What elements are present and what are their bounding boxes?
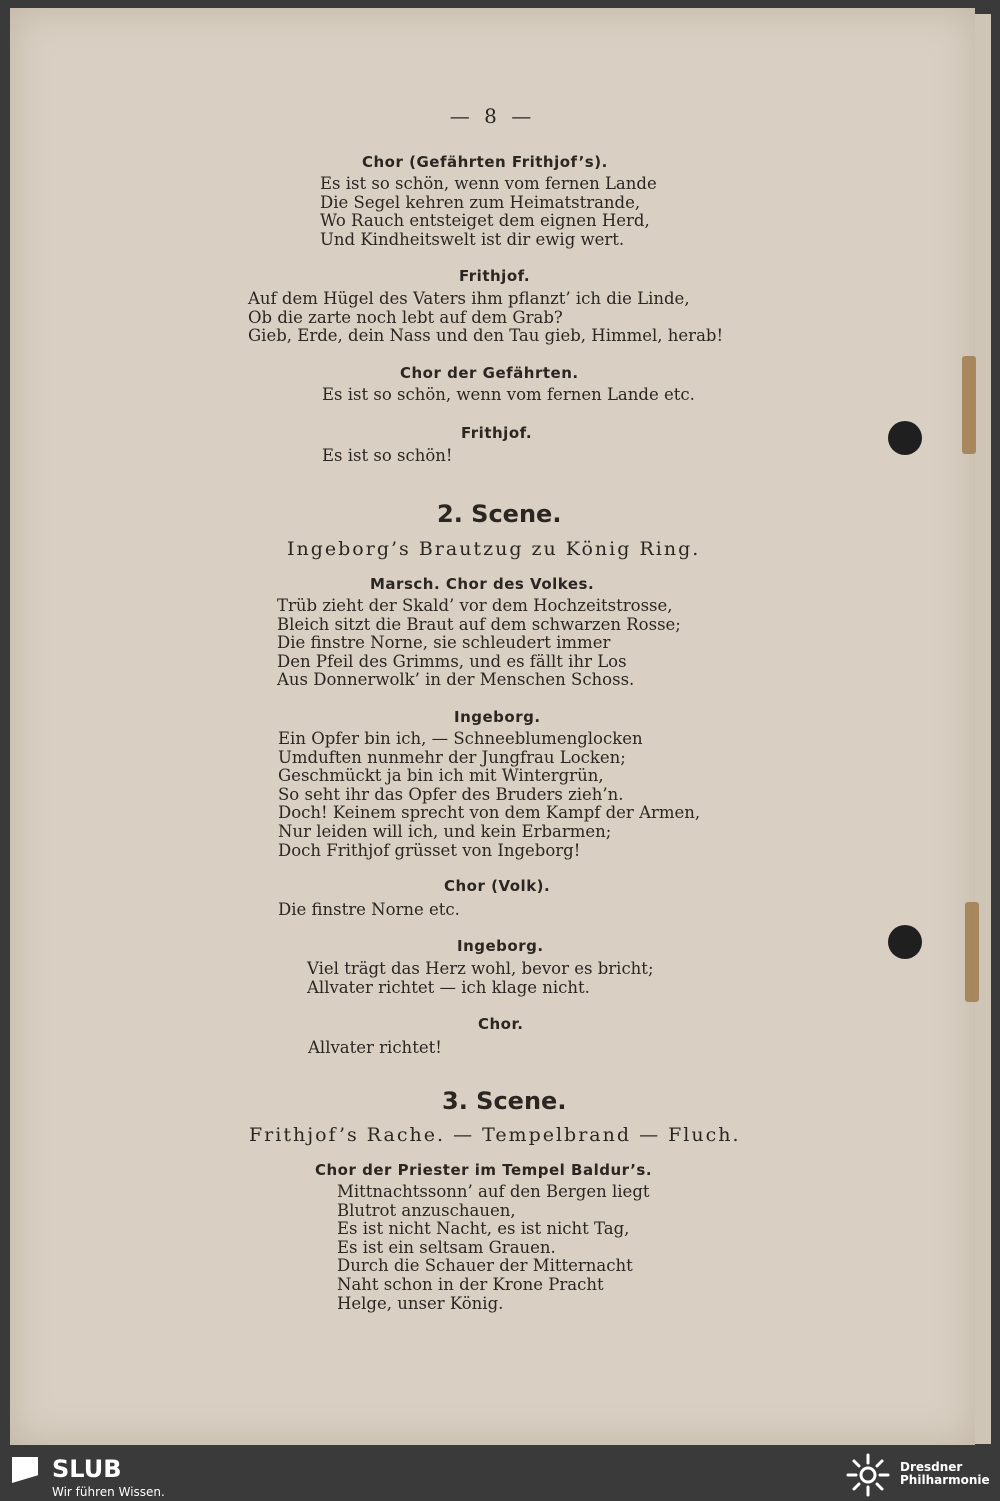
verse-line: Die finstre Norne, sie schleudert immer bbox=[277, 633, 611, 653]
speaker-heading: Ingeborg. bbox=[454, 708, 541, 726]
verse-line: Die finstre Norne etc. bbox=[278, 900, 460, 919]
page-number: — 8 — bbox=[449, 104, 536, 128]
footer-bar bbox=[0, 1449, 1000, 1501]
binding-tape bbox=[965, 902, 979, 1002]
verse-line: Helge, unser König. bbox=[337, 1293, 504, 1313]
slub-name: SLUB bbox=[52, 1455, 122, 1483]
verse-block bbox=[320, 175, 657, 249]
verse-line: Naht schon in der Krone Pracht bbox=[337, 1274, 604, 1294]
verse-block bbox=[278, 901, 460, 920]
verse-line: Mittnachtssonn’ auf den Bergen liegt bbox=[337, 1182, 650, 1201]
verse-line: Geschmückt ja bin ich mit Wintergrün, bbox=[278, 766, 604, 786]
verse-line: Es ist so schön, wenn vom fernen Lande etc. bbox=[322, 385, 695, 404]
philharmonie-line1: Dresdner bbox=[900, 1460, 963, 1474]
speaker-heading: Frithjof. bbox=[459, 267, 531, 285]
verse-line: Wo Rauch entsteiget dem eignen Herd, bbox=[320, 211, 650, 231]
philharmonie-line2: Philharmonie bbox=[900, 1473, 990, 1487]
verse-line: Gieb, Erde, dein Nass und den Tau gieb, Himmel, herab! bbox=[248, 326, 724, 346]
verse-line: Umduften nunmehr der Jungfrau Locken; bbox=[278, 747, 626, 767]
verse-block bbox=[278, 730, 700, 860]
verse-line: Den Pfeil des Grimms, und es fällt ihr Los bbox=[277, 651, 627, 671]
speaker-heading: Chor. bbox=[478, 1015, 524, 1033]
verse-line: Durch die Schauer der Mitternacht bbox=[337, 1256, 633, 1276]
speaker-heading: Chor der Gefährten. bbox=[400, 364, 579, 382]
punch-hole bbox=[888, 925, 922, 959]
verse-block bbox=[277, 597, 681, 690]
verse-line: Nur leiden will ich, und kein Erbarmen; bbox=[278, 821, 612, 841]
verse-block bbox=[322, 386, 695, 405]
speaker-heading: Marsch. Chor des Volkes. bbox=[370, 575, 595, 593]
verse-line: Es ist so schön! bbox=[322, 446, 453, 465]
philharmonie-logo-icon bbox=[846, 1453, 890, 1497]
verse-block bbox=[248, 290, 723, 346]
verse-line: Doch! Keinem sprecht von dem Kampf der Armen, bbox=[278, 803, 701, 823]
verse-line: Allvater richtet! bbox=[308, 1038, 442, 1057]
verse-line: Ein Opfer bin ich, — Schneeblumenglocken bbox=[278, 729, 643, 748]
punch-hole bbox=[888, 421, 922, 455]
speaker-heading: Chor (Gefährten Frithjof’s). bbox=[362, 153, 608, 171]
verse-block bbox=[337, 1183, 650, 1313]
verse-line: Es ist so schön, wenn vom fernen Lande bbox=[320, 174, 657, 193]
verse-line: Aus Donnerwolk’ in der Menschen Schoss. bbox=[277, 670, 635, 690]
verse-line: Es ist ein seltsam Grauen. bbox=[337, 1237, 556, 1257]
verse-line: Trüb zieht der Skald’ vor dem Hochzeitstrosse, bbox=[277, 596, 673, 615]
verse-line: So seht ihr das Opfer des Bruders zieh’n. bbox=[278, 784, 624, 804]
slub-logo-icon bbox=[12, 1457, 38, 1483]
verse-line: Blutrot anzuschauen, bbox=[337, 1200, 516, 1220]
scene-title: 2. Scene. bbox=[437, 500, 562, 528]
speaker-heading: Chor der Priester im Tempel Baldur’s. bbox=[315, 1161, 653, 1179]
verse-line: Es ist nicht Nacht, es ist nicht Tag, bbox=[337, 1219, 630, 1239]
binding-tape bbox=[962, 356, 976, 454]
verse-line: Die Segel kehren zum Heimatstrande, bbox=[320, 192, 641, 212]
verse-block bbox=[308, 1039, 442, 1058]
scene-title: 3. Scene. bbox=[442, 1087, 567, 1115]
verse-line: Ob die zarte noch lebt auf dem Grab? bbox=[248, 307, 563, 327]
verse-line: Auf dem Hügel des Vaters ihm pflanzt’ ich die Linde, bbox=[248, 289, 690, 308]
slub-slogan: Wir führen Wissen. bbox=[52, 1485, 165, 1499]
verse-block bbox=[307, 960, 654, 997]
scene-subtitle: Frithjof’s Rache. — Tempelbrand — Fluch. bbox=[249, 1124, 741, 1146]
verse-block bbox=[322, 447, 453, 466]
verse-line: Und Kindheitswelt ist dir ewig wert. bbox=[320, 229, 625, 249]
verse-line: Bleich sitzt die Braut auf dem schwarzen Rosse; bbox=[277, 614, 681, 634]
verse-line: Doch Frithjof grüsset von Ingeborg! bbox=[278, 840, 581, 860]
philharmonie-name bbox=[900, 1461, 990, 1487]
verse-line: Viel trägt das Herz wohl, bevor es bricht; bbox=[307, 959, 654, 978]
verse-line: Allvater richtet — ich klage nicht. bbox=[307, 977, 590, 997]
scene-subtitle: Ingeborg’s Brautzug zu König Ring. bbox=[287, 538, 701, 560]
speaker-heading: Frithjof. bbox=[461, 424, 533, 442]
speaker-heading: Ingeborg. bbox=[457, 937, 544, 955]
speaker-heading: Chor (Volk). bbox=[444, 877, 551, 895]
